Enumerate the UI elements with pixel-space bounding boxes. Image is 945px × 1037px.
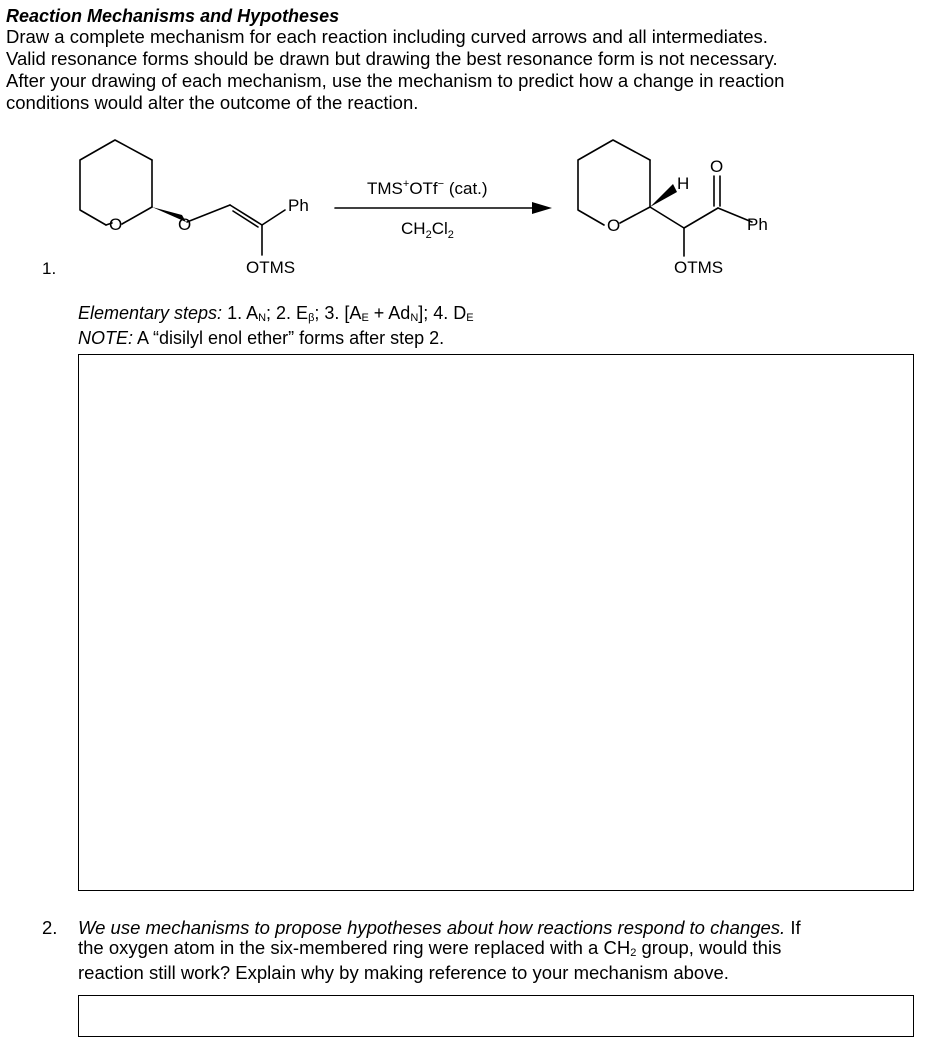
atom-label: Ph (288, 196, 309, 215)
arrowhead (532, 202, 552, 214)
question-2-lead: We use mechanisms to propose hypotheses about how reactions respond to changes. (78, 917, 786, 938)
hypothesis-answer-box[interactable] (78, 995, 914, 1037)
steps-line: Elementary steps: 1. AN; 2. Eβ; 3. [AE + AdN]; 4. DE (78, 303, 474, 324)
atom-label: O (710, 157, 724, 176)
wedge-bond (650, 184, 677, 207)
instruction-line: Draw a complete mechanism for each reaction including curved arrows and all intermediates. (6, 26, 768, 47)
instruction-line: After your drawing of each mechanism, use the mechanism to predict how a change in reaction (6, 70, 785, 91)
question-2-line: reaction still work? Explain why by making reference to your mechanism above. (78, 962, 729, 983)
atom-label: OTMS (246, 258, 296, 277)
question-2-number: 2. (42, 917, 58, 938)
reaction-scheme (0, 125, 945, 285)
instruction-line: Valid resonance forms should be drawn but drawing the best resonance form is not necessary. (6, 48, 778, 69)
alkene-bond (230, 205, 262, 225)
reagent-top: TMS+OTf− (cat.) (367, 178, 488, 198)
note-text: A “disilyl enol ether” forms after step 2. (133, 328, 445, 348)
atom-label: O (109, 215, 123, 234)
note-line (78, 328, 474, 348)
note-label: NOTE: (78, 328, 134, 348)
atom-label: OTMS (674, 258, 724, 277)
atom-label: O (178, 215, 192, 234)
reagent-solvent: $CH_2Cl_2$ (401, 219, 454, 241)
page-heading: Reaction Mechanisms and Hypotheses (6, 6, 340, 26)
question-1-number: 1. (42, 259, 57, 278)
steps-label: Elementary steps: (78, 303, 223, 323)
mechanism-answer-box[interactable] (78, 354, 914, 891)
elementary-steps (78, 303, 474, 348)
atom-label: Ph (747, 215, 768, 234)
instructions (6, 26, 936, 114)
atom-label: O (607, 216, 621, 235)
atom-label: H (677, 174, 690, 193)
instruction-line: conditions would alter the outcome of the reaction. (6, 92, 419, 113)
